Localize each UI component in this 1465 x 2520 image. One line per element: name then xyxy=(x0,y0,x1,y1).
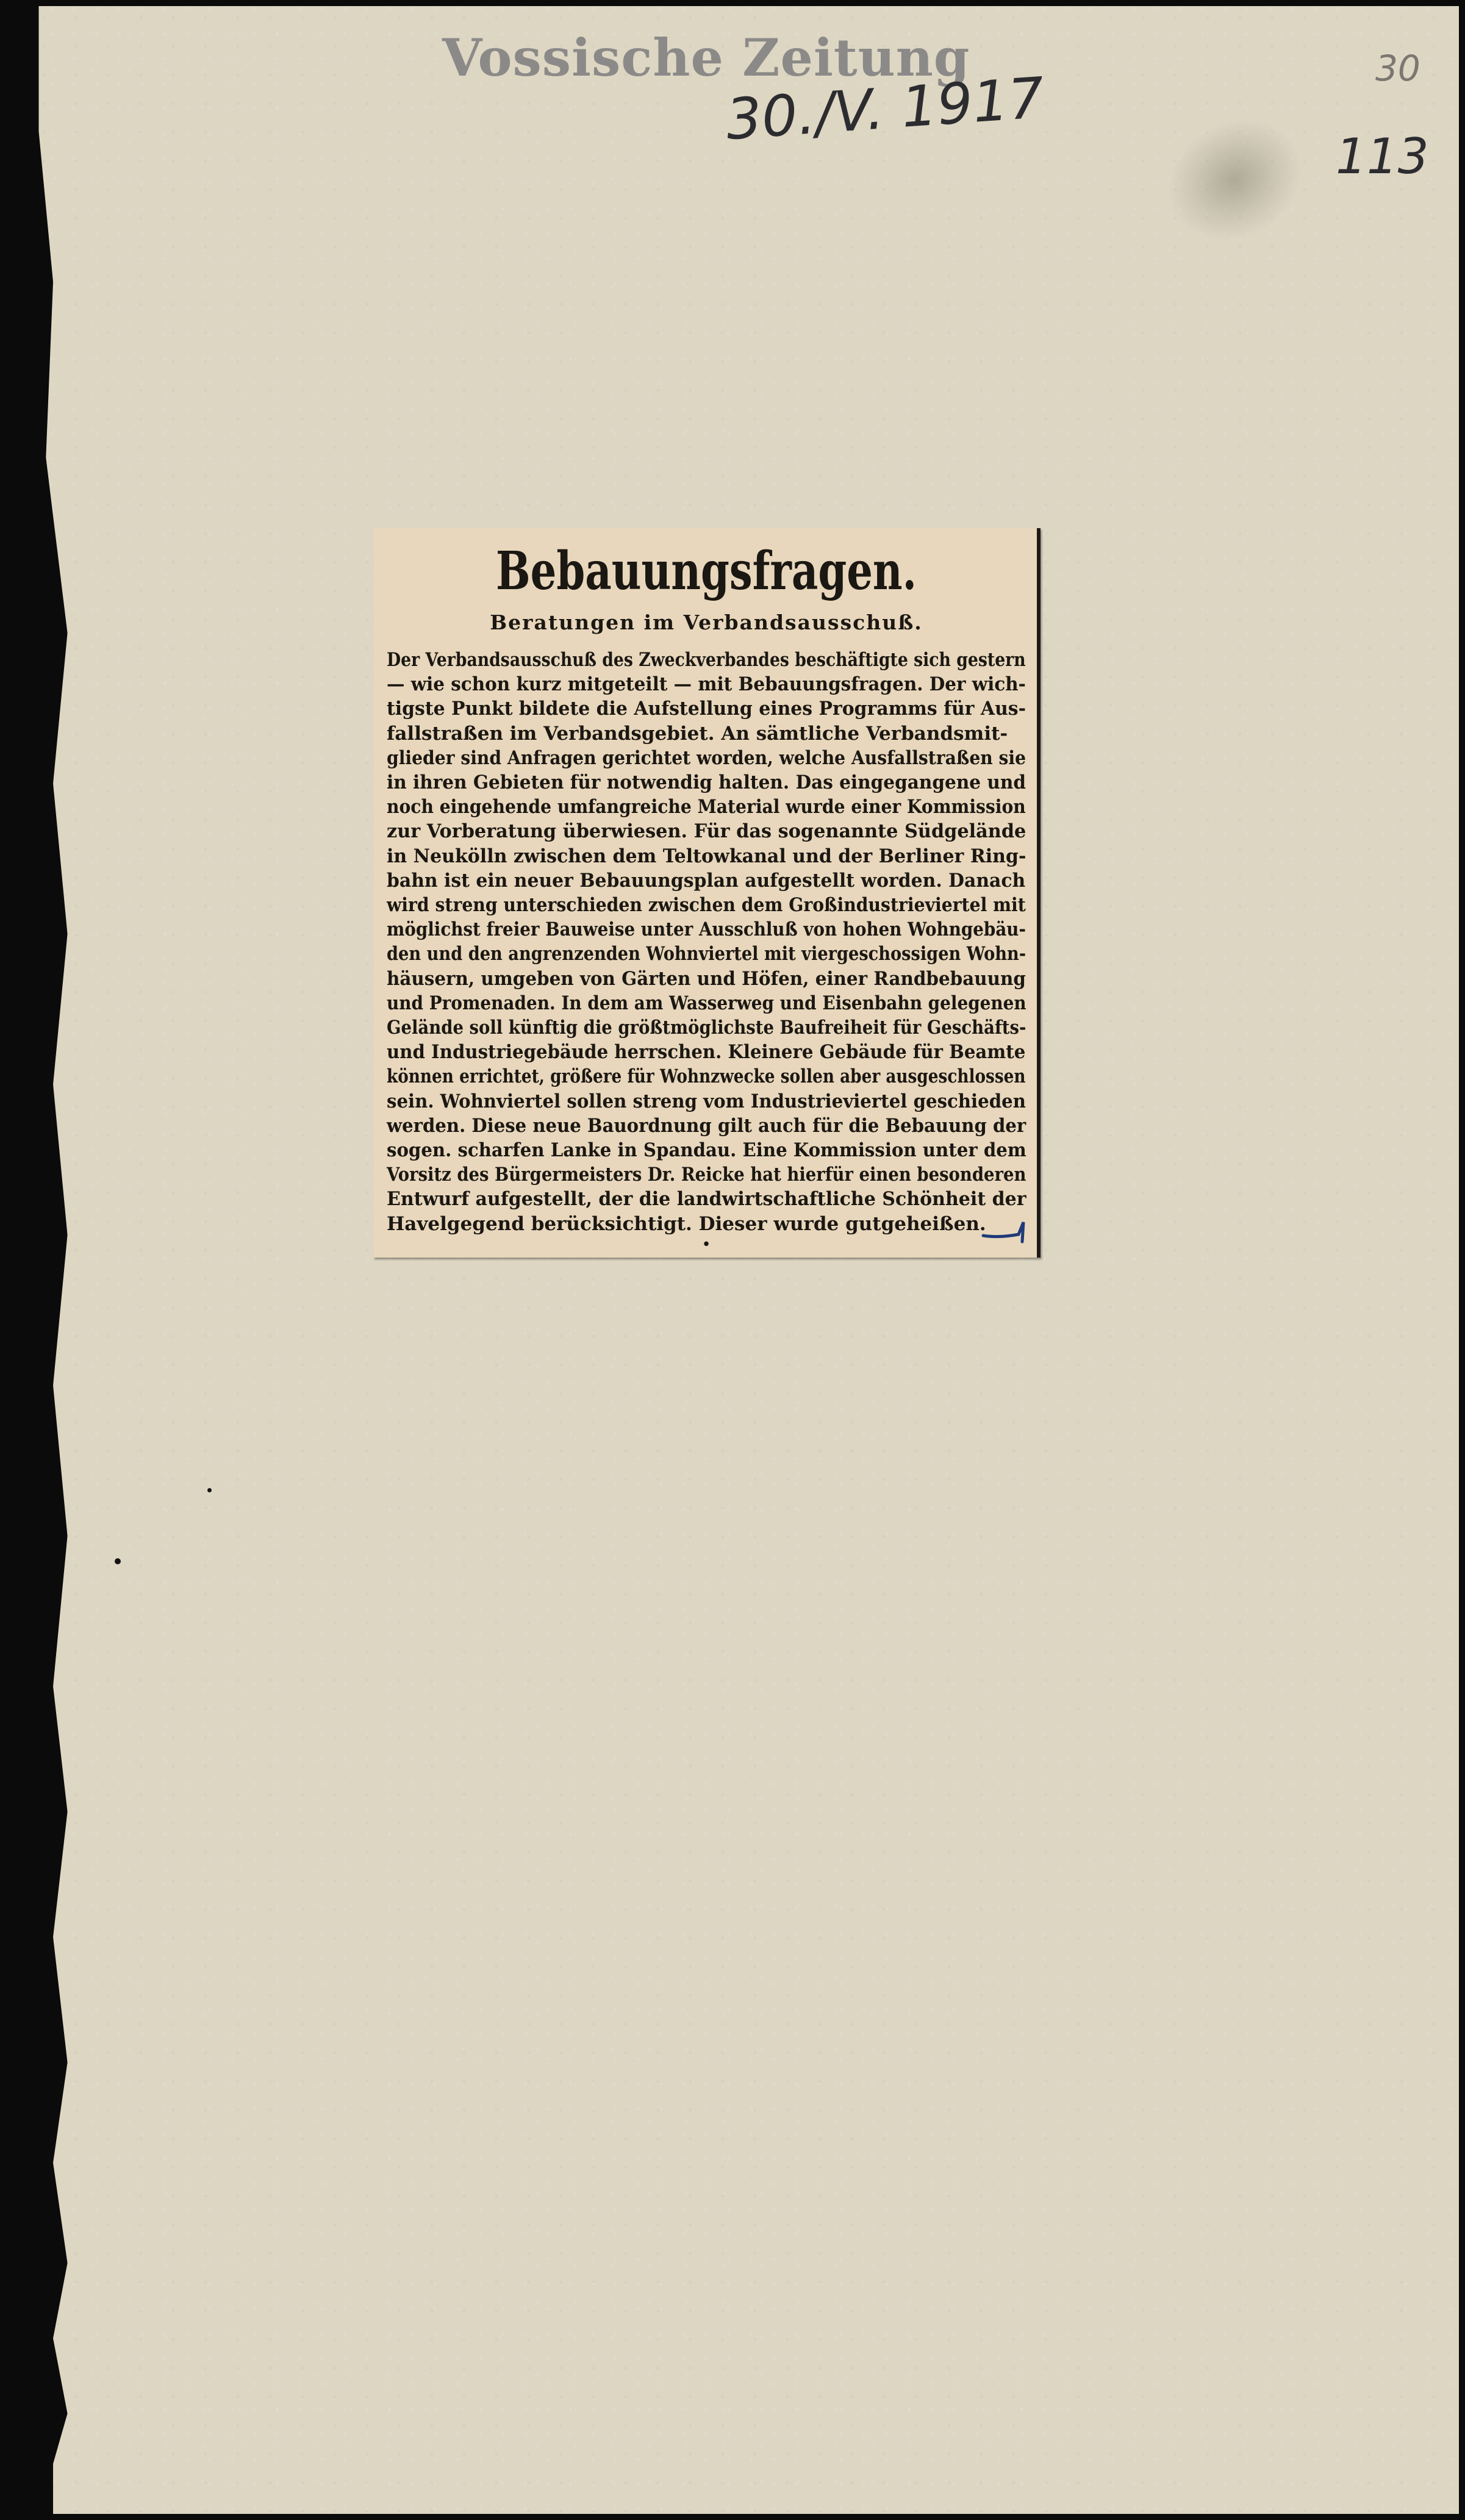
handwritten-date: 30./V. 1917 xyxy=(723,65,1047,153)
clipping-text-line: häusern, umgeben von Gärten und Höfen, einer Randbebauung xyxy=(387,967,1026,990)
handwritten-page-number: 113 xyxy=(1336,128,1429,185)
clipping-text-line: werden. Diese neue Bauordnung gilt auch für die Bebauung der xyxy=(387,1114,1026,1137)
clipping-text-line: Vorsitz des Bürgermeisters Dr. Reicke hat hierfür einen besonderen xyxy=(387,1164,1026,1186)
clipping-subheadline: Beratungen im Verbandsausschuß. xyxy=(490,610,923,634)
clipping-text-line: tigste Punkt bildete die Aufstellung eines Programms für Aus- xyxy=(387,698,1026,720)
clipping-text-line: sein. Wohnviertel sollen streng vom Industrieviertel geschieden xyxy=(387,1090,1026,1112)
newspaper-stamp: Vossische Zeitung xyxy=(442,27,970,88)
newspaper-clipping xyxy=(373,528,1041,1258)
clipping-text-line: noch eingehende umfangreiche Material wurde einer Kommission xyxy=(387,796,1026,818)
handwritten-corner-number: 30 xyxy=(1375,48,1420,89)
clipping-body xyxy=(387,648,1026,1236)
clipping-text-line: und Industriegebäude herrschen. Kleinere Gebäude für Beamte xyxy=(387,1041,1026,1064)
clipping-text-line: — wie schon kurz mitgeteilt — mit Bebauungsfragen. Der wich- xyxy=(387,673,1026,696)
clipping-text-line: Der Verbandsausschuß des Zweckverbandes beschäftigte sich gestern xyxy=(387,649,1026,671)
clipping-text-line: Havelgegend berücksichtigt. Dieser wurde gutgeheißen. xyxy=(387,1212,986,1235)
paper-speck xyxy=(115,1558,121,1564)
end-mark: • xyxy=(701,1235,711,1254)
clipping-text-line: sogen. scharfen Lanke in Spandau. Eine Kommission unter dem xyxy=(387,1139,1026,1162)
clipping-text-line: zur Vorberatung überwiesen. Für das sogenannte Südgelände xyxy=(387,820,1026,843)
clipping-text-line: wird streng unterschieden zwischen dem Großindustrieviertel mit xyxy=(387,894,1026,917)
clipping-text-line: können errichtet, größere für Wohnzwecke sollen aber ausgeschlossen xyxy=(387,1065,1026,1088)
paper-sheet xyxy=(24,6,1459,2514)
clipping-headline: Bebauungsfragen. xyxy=(495,540,917,602)
clipping-text-line: glieder sind Anfragen gerichtet worden, welche Ausfallstraßen sie xyxy=(387,746,1026,769)
pencil-check-mark xyxy=(981,1220,1030,1244)
clipping-text-line: Gelände soll künftig die größtmöglichste Baufreiheit für Geschäfts- xyxy=(387,1017,1026,1039)
clipping-text-line: in ihren Gebieten für notwendig halten. Das eingegangene und xyxy=(387,771,1026,794)
paper-speck xyxy=(207,1488,212,1492)
clipping-text-line: in Neukölln zwischen dem Teltowkanal und der Berliner Ring- xyxy=(387,845,1026,867)
clipping-text-line: Entwurf aufgestellt, der die landwirtschaftliche Schönheit der xyxy=(387,1188,1026,1211)
clipping-text-line: möglichst freier Bauweise unter Ausschluß von hohen Wohngebäu- xyxy=(387,918,1026,941)
clipping-text-line: den und den angrenzenden Wohnviertel mit viergeschossigen Wohn- xyxy=(387,943,1026,965)
clipping-text-line: fallstraßen im Verbandsgebiet. An sämtliche Verbandsmit- xyxy=(387,722,1008,745)
clipping-text-line: bahn ist ein neuer Bebauungsplan aufgestellt worden. Danach xyxy=(387,869,1026,892)
clipping-text-line: und Promenaden. In dem am Wasserweg und Eisenbahn gelegenen xyxy=(387,992,1026,1014)
